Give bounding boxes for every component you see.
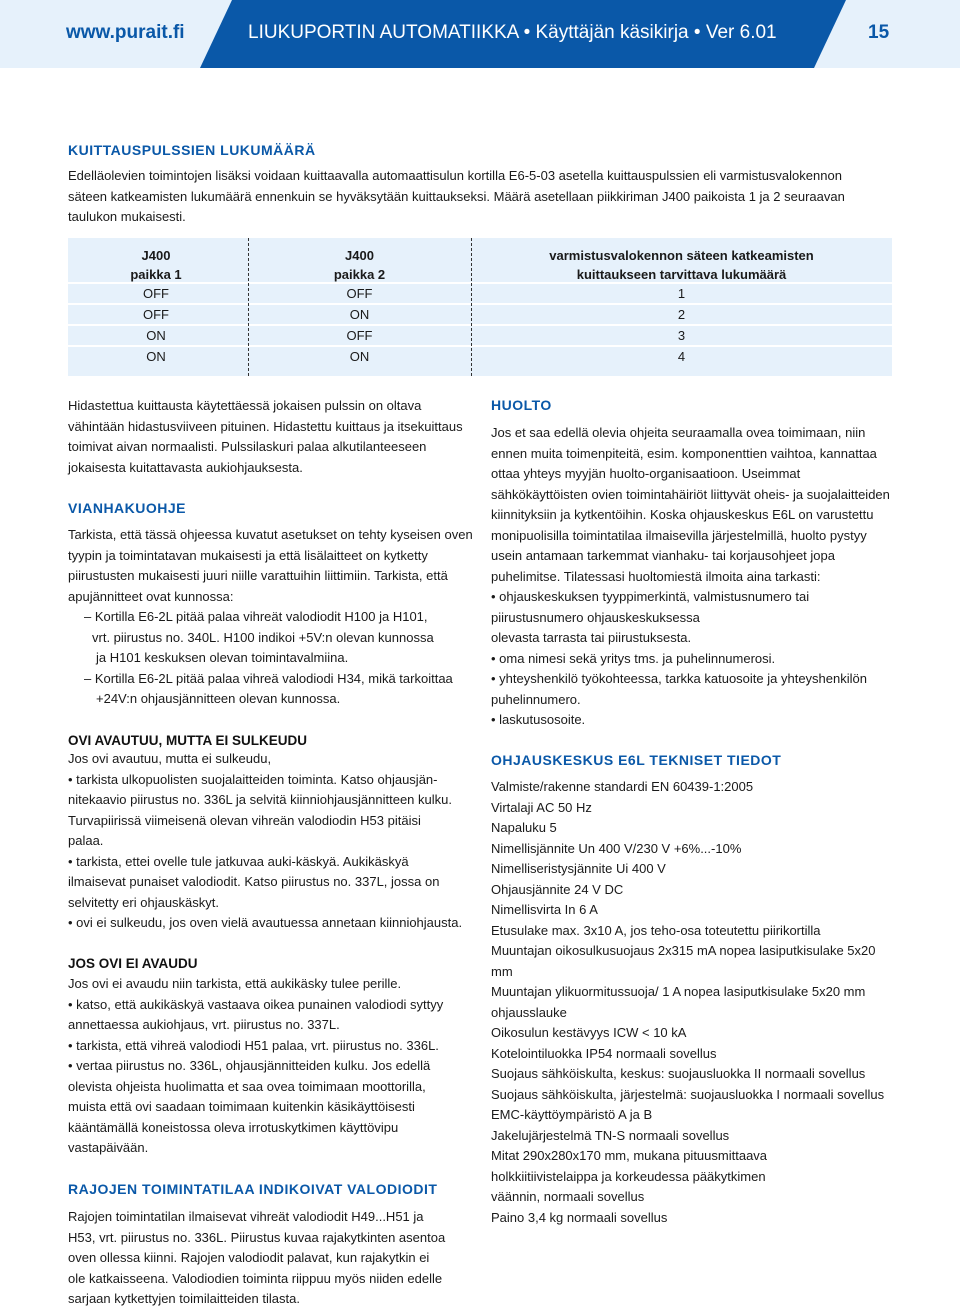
text-line: H53, vrt. piirustus no. 336L. Piirustus kuvaa rajakytkinten asentoa <box>68 1229 446 1245</box>
text-line: annettaessa aukiohjaus, vrt. piirustus no. 337L. <box>68 1017 340 1032</box>
table-cell: ON <box>349 307 370 322</box>
text-line: kääntämällä koneistossa oleva irrotuskytkimen käyttövipu <box>68 1119 399 1135</box>
text-line: ole katkaisseena. Valodiodien toiminta riippuu myös niiden edelle <box>68 1270 443 1286</box>
intro-line: säteen katkeamisten lukumäärä ennenkuin se hyväksytään kuittaukseksi. Määrä asetellaan piikkiriman J400 paikoista 1 ja 2 seuraavan <box>68 188 845 204</box>
text-line: monipuolisilla toimintatilaa ilmaisevilla järjestelmillä, huolto pystyy <box>491 527 867 543</box>
table-cell: 4 <box>677 349 686 364</box>
table-cell: ON <box>349 349 370 364</box>
section-heading-vianhakuohje: VIANHAKUOHJE <box>68 500 187 516</box>
table-cell: ON <box>146 349 166 364</box>
table-cell: OFF <box>143 286 169 301</box>
text-line: oven ollessa kiinni. Rajojen valodiodit palavat, kun rajakytkin ei <box>68 1250 430 1265</box>
text-line: • tarkista, että vihreä valodiodi H51 palaa, vrt. piirustus no. 336L. <box>68 1037 439 1053</box>
section-heading-rajojen: RAJOJEN TOIMINTATILAA INDIKOIVAT VALODIODIT <box>68 1181 438 1197</box>
text-line: tyypin ja toimintatavan mukaisesti ja että lisälaitteet on kytketty <box>68 547 428 563</box>
table-cell: OFF <box>346 286 373 301</box>
text-line: muista että ovi saadaan toimimaan kuitenkin käsikäyttöisesti <box>68 1099 415 1114</box>
tekniset-list <box>491 777 884 1228</box>
text-line: palaa. <box>68 833 104 848</box>
text-line: • oma nimesi sekä yritys tms. ja puhelinnumerosi. <box>491 650 776 666</box>
header-text: kuittaukseen tarvittava lukumäärä <box>576 267 787 282</box>
text-line: ennen muita toimenpiteitä, esim. komponenttien vaihtoa, kannattaa <box>491 445 877 461</box>
text-line: • ohjauskeskuksen tyyppimerkintä, valmistusnumero tai <box>491 589 810 604</box>
spec-line: Mitat 290x280x170 mm, mukana pituusmittaava <box>491 1148 768 1163</box>
ovi-avautuu-paragraph <box>68 749 462 934</box>
spec-line: Muuntajan ylikuormitussuoja/ 1 A nopea lasiputkisulake 5x20 mm <box>491 984 866 999</box>
header-text: varmistusvalokennon säteen katkeamisten <box>549 248 814 263</box>
text-line: usein antamaan tarkemmat vianhaku- tai korjausohjeet jopa <box>491 548 835 563</box>
text-line: olevasta tarrasta tai piirustuksesta. <box>491 630 692 645</box>
text-line: Hidastettua kuittausta käytettäessä jokaisen pulssin on oltava <box>68 398 422 413</box>
text-line: toimivat aivan normaalisti. Pulssilaskuri palaa alkutilanteeseen <box>68 439 427 454</box>
table-header-cell <box>68 246 244 284</box>
table-cell: 3 <box>677 328 686 343</box>
spec-line: Paino 3,4 kg normaali sovellus <box>491 1209 668 1225</box>
table-cell: OFF <box>346 328 373 343</box>
spec-line: ohjausslauke <box>491 1004 567 1020</box>
text-line: ottaa yhteys myyjän huolto-organisaatioon. Useimmat <box>491 466 801 481</box>
header-text: J400 <box>345 248 374 263</box>
text-line: • katso, että aukikäskyä vastaava oikea punainen valodiodi syttyy <box>68 996 444 1012</box>
spec-line: Oikosulun kestävyys ICW < 10 kA <box>491 1025 687 1040</box>
text-line: piirustusten mukaisesti juuri niille varattuihin liittimiin. Tarkista, että <box>68 568 448 583</box>
text-line: vrt. piirustus no. 340L. H100 indikoi +5V:n olevan kunnossa <box>92 629 434 645</box>
text-line: Tarkista, että tässä ohjeessa kuvatut asetukset on tehty kyseisen oven <box>68 527 473 542</box>
header-text: paikka 2 <box>333 267 386 282</box>
header-title: LIUKUPORTIN AUTOMATIIKKA • Käyttäjän käsikirja • Ver 6.01 <box>248 22 777 43</box>
table-cell: 1 <box>677 286 686 301</box>
text-line: • tarkista ulkopuolisten suojalaitteiden toiminta. Katso ohjausjän- <box>68 771 438 787</box>
text-line: piirustusnumero ohjauskeskuksessa <box>491 609 700 625</box>
text-line: ja H101 keskuksen olevan toimintavalmiina. <box>96 650 349 665</box>
spec-line: mm <box>491 963 513 979</box>
spec-line: Jakelujärjestelmä TN-S normaali sovellus <box>491 1127 730 1143</box>
spec-line: Nimelliseristysjännite Ui 400 V <box>491 861 666 876</box>
text-line: Rajojen toimintatilan ilmaisevat vihreät valodiodit H49...H51 ja <box>68 1209 424 1224</box>
spec-line: Napaluku 5 <box>491 820 557 835</box>
text-line: sarjaan kytkettyjen toimilaitteiden tilasta. <box>68 1291 300 1306</box>
spec-line: Nimellisjännite Un 400 V/230 V +6%...-10% <box>491 840 742 856</box>
vianhakuohje-paragraph <box>68 525 473 710</box>
text-line: +24V:n ohjausjännitteen olevan kunnossa. <box>96 691 341 706</box>
spec-line: Suojaus sähköiskulta, järjestelmä: suojausluokka I normaali sovellus <box>491 1086 885 1102</box>
section-heading-huolto: HUOLTO <box>491 397 552 413</box>
header-text: paikka 1 <box>130 267 182 282</box>
spec-line: holkkiitiivistelaippa ja korkeudessa pääkytkimen <box>491 1168 766 1184</box>
text-line: Jos ovi avautuu, mutta ei sulkeudu, <box>68 751 272 766</box>
section-heading-kuittauspulssien: KUITTAUSPULSSIEN LUKUMÄÄRÄ <box>68 142 316 158</box>
text-line: selvitetty eri ohjauskäskyt. <box>68 894 220 910</box>
header-url[interactable]: www.purait.fi <box>66 22 185 43</box>
spec-line: Muuntajan oikosulkusuojaus 2x315 mA nopea lasiputkisulake 5x20 <box>491 943 876 958</box>
text-line: • laskutusosoite. <box>491 712 586 727</box>
rajojen-paragraph <box>68 1207 445 1310</box>
text-line: vähintään hidastusviiveen pituinen. Hidastettu kuittaus ja itsekuittaus <box>68 418 463 434</box>
intro-line: Edelläolevien toimintojen lisäksi voidaan kuittaavalla automaattisulun kortilla E6-5-03 asetella kuittauspulssien eli varmistusvalokennon <box>68 168 842 183</box>
text-line: Jos et saa edellä olevia ohjeita seuraamalla ovea toimimaan, niin <box>491 425 866 440</box>
page-number: 15 <box>868 22 890 43</box>
table-header-cell <box>248 246 471 284</box>
pulse-count-table <box>68 238 892 376</box>
text-line: nitekaavio piirustus no. 336L ja selvitä kiinniohjausjännitteen kulku. <box>68 792 452 807</box>
spec-line: Nimellisvirta In 6 A <box>491 902 598 917</box>
table-cell: 2 <box>677 307 686 322</box>
text-line: ilmaisevat punaiset valodiodit. Katso piirustus no. 337L, jossa on <box>68 874 440 889</box>
section-heading-ovi-avautuu: OVI AVAUTUU, MUTTA EI SULKEUDU <box>68 733 307 748</box>
jos-ovi-paragraph <box>68 974 443 1159</box>
text-line: apujännitteet ovat kunnossa: <box>68 588 234 604</box>
spec-line: Etusulake max. 3x10 A, jos teho-osa toteutettu piirikortilla <box>491 922 821 938</box>
text-line: Jos ovi ei avaudu niin tarkista, että aukikäsky tulee perille. <box>68 976 402 991</box>
spec-line: väännin, normaali sovellus <box>491 1189 645 1204</box>
spec-line: Valmiste/rakenne standardi EN 60439-1:2005 <box>491 779 754 794</box>
text-line: • vertaa piirustus no. 336L, ohjausjännitteiden kulku. Jos edellä <box>68 1058 431 1073</box>
spec-line: Ohjausjännite 24 V DC <box>491 881 624 897</box>
section-heading-tekniset-tiedot: OHJAUSKESKUS E6L TEKNISET TIEDOT <box>491 752 782 768</box>
text-line: olevista ohjeista huolimatta et saa ovea toimimaan moottorilla, <box>68 1078 426 1094</box>
table-header-cell <box>471 246 892 284</box>
spec-line: EMC-käyttöympäristö A ja B <box>491 1107 653 1122</box>
spec-line: Kotelointiluokka IP54 normaali sovellus <box>491 1045 717 1061</box>
text-line: • yhteyshenkilö työkohteessa, tarkka katuosoite ja yhteyshenkilön <box>491 671 867 686</box>
spec-line: Virtalaji AC 50 Hz <box>491 799 592 815</box>
intro-line: taulukon mukaisesti. <box>68 209 186 224</box>
text-line: puhelinnumero. <box>491 691 581 707</box>
header-text: J400 <box>141 248 171 263</box>
text-line: • tarkista, ettei ovelle tule jatkuvaa auki-käskyä. Aukikäskyä <box>68 853 409 869</box>
text-line: sähkökäyttöisten ovien toimintahäiriöt liittyvät oheis- ja suojalaitteiden <box>491 486 890 502</box>
text-line: • ovi ei sulkeudu, jos oven vielä avautuessa annetaan kiinniohjausta. <box>68 915 463 930</box>
text-line: – Kortilla E6-2L pitää palaa vihreät valodiodit H100 ja H101, <box>84 609 428 624</box>
hidastettu-paragraph <box>68 396 463 478</box>
table-cell: ON <box>146 328 166 343</box>
spec-line: Suojaus sähköiskulta, keskus: suojausluokka II normaali sovellus <box>491 1066 866 1081</box>
text-line: vastapäivään. <box>68 1140 149 1155</box>
section-heading-jos-ovi-ei-avaudu: JOS OVI EI AVAUDU <box>68 956 198 971</box>
text-line: – Kortilla E6-2L pitää palaa vihreä valodiodi H34, mikä tarkoittaa <box>84 670 453 686</box>
text-line: kiinnityksiin ja kytkentöihin. Koska ohjauskeskus E6L on varustettu <box>491 507 874 522</box>
text-line: jokaisesta kuitattavasta aukiohjauksesta. <box>68 459 303 475</box>
intro-paragraph <box>68 166 845 228</box>
text-line: puhelimitse. Tilatessasi huoltomiestä ilmoita aina tarkasti: <box>491 568 821 584</box>
table-cell: OFF <box>143 307 169 322</box>
text-line: Turvapiirissä viimeisenä olevan vihreän valodiodin H53 pitäisi <box>68 812 421 828</box>
huolto-paragraph <box>491 423 890 731</box>
